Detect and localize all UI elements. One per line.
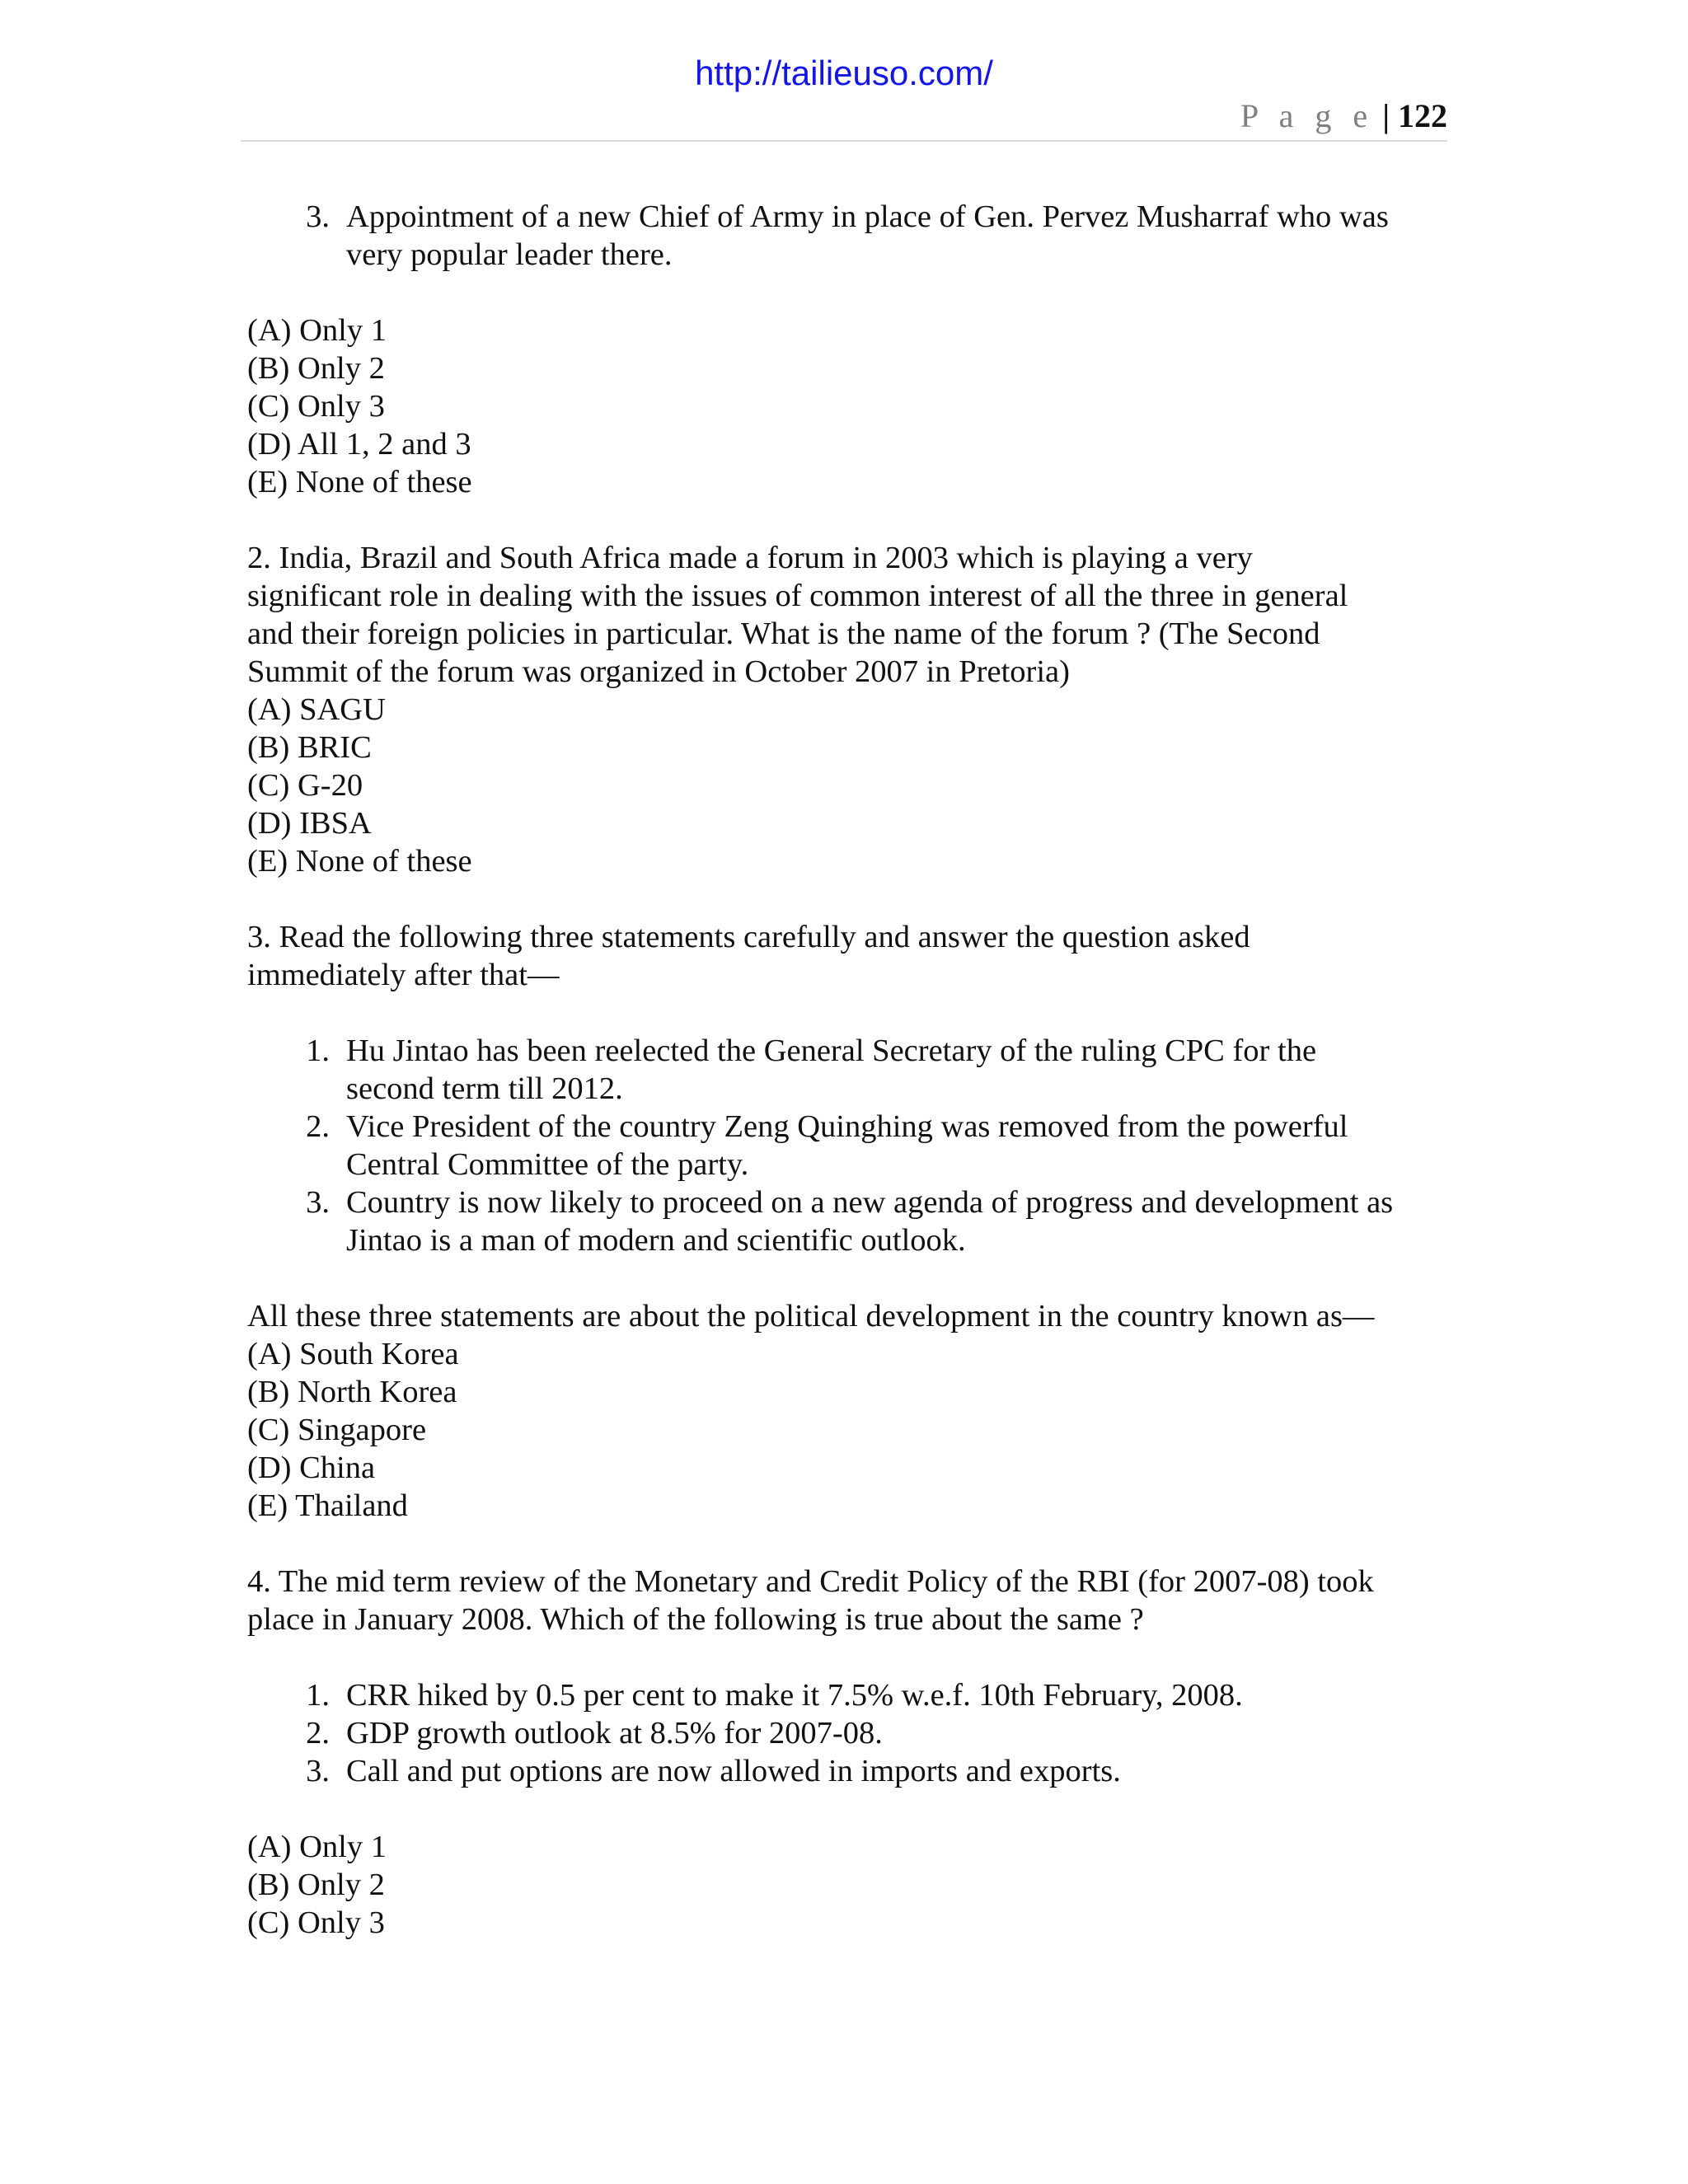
q2-question: [247, 539, 1451, 691]
page-word: P a g e: [1240, 97, 1375, 134]
q3-statement-list: [247, 1032, 1451, 1259]
list-marker: 1.: [306, 1678, 330, 1713]
statement-line: GDP growth outlook at 8.5% for 2007-08.: [346, 1716, 883, 1750]
q4-statement-1: [247, 1676, 1451, 1714]
option-d: (D) IBSA: [247, 806, 372, 841]
document-body: [247, 198, 1451, 1942]
question-line: significant role in dealing with the issues of common interest of all the three in general: [247, 579, 1348, 613]
q1-statement-3: [247, 198, 1451, 274]
q4-question: [247, 1563, 1451, 1638]
option-b: (B) BRIC: [247, 730, 372, 765]
q2-options: [247, 691, 1451, 880]
question-line: 4. The mid term review of the Monetary and Credit Policy of the RBI (for 2007-08) took: [247, 1564, 1374, 1599]
statement-line: Hu Jintao has been reelected the General Secretary of the ruling CPC for the: [346, 1033, 1317, 1068]
option-d: (D) China: [247, 1451, 376, 1485]
option-d: (D) All 1, 2 and 3: [247, 427, 471, 462]
q3-statement-1: [247, 1032, 1451, 1108]
question-line: place in January 2008. Which of the following is true about the same ?: [247, 1602, 1144, 1637]
header-divider: [241, 140, 1447, 142]
page-separator: |: [1382, 97, 1390, 134]
list-marker: 2.: [306, 1716, 330, 1750]
option-a: (A) SAGU: [247, 692, 386, 727]
option-a: (A) Only 1: [247, 1830, 387, 1864]
option-e: (E) Thailand: [247, 1488, 408, 1523]
list-marker: 3.: [306, 1185, 330, 1220]
option-b: (B) Only 2: [247, 351, 385, 386]
q3-statement-3: [247, 1183, 1451, 1259]
statement-line: Call and put options are now allowed in imports and exports.: [346, 1754, 1121, 1788]
q4-statement-2: [247, 1714, 1451, 1752]
option-c: (C) Only 3: [247, 1905, 385, 1940]
page-number-label: [1240, 96, 1447, 137]
q4-statement-list: [247, 1676, 1451, 1790]
question-line: 3. Read the following three statements carefully and answer the question asked: [247, 920, 1250, 954]
statement-line: Country is now likely to proceed on a new agenda of progress and development as: [346, 1185, 1394, 1220]
option-e: (E) None of these: [247, 844, 472, 879]
question-line: and their foreign policies in particular. What is the name of the forum ? (The Second: [247, 616, 1320, 651]
header-url-link[interactable]: http://tailieuso.com/: [695, 54, 993, 92]
statement-line: very popular leader there.: [346, 237, 673, 272]
statement-line: Appointment of a new Chief of Army in place of Gen. Pervez Musharraf who was: [346, 199, 1389, 234]
q3-options: [247, 1335, 1451, 1525]
q3-question: [247, 918, 1451, 994]
list-marker: 1.: [306, 1033, 330, 1068]
statement-line: Vice President of the country Zeng Quinghing was removed from the powerful: [346, 1109, 1348, 1144]
statement-line: Central Committee of the party.: [346, 1147, 749, 1182]
q1-statement-list: [247, 198, 1451, 274]
option-c: (C) Singapore: [247, 1413, 427, 1447]
option-a: (A) Only 1: [247, 313, 387, 348]
option-a: (A) South Korea: [247, 1337, 459, 1371]
q4-options: [247, 1828, 1451, 1942]
option-b: (B) Only 2: [247, 1868, 385, 1902]
question-line: immediately after that—: [247, 958, 560, 992]
q4-statement-3: [247, 1752, 1451, 1790]
statement-line: second term till 2012.: [346, 1071, 623, 1106]
list-marker: 2.: [306, 1109, 330, 1144]
list-marker: 3.: [306, 1754, 330, 1788]
question-line: 2. India, Brazil and South Africa made a forum in 2003 which is playing a very: [247, 541, 1253, 575]
q1-options: [247, 312, 1451, 501]
option-b: (B) North Korea: [247, 1375, 457, 1409]
list-marker: 3.: [306, 199, 330, 234]
page-number: 122: [1398, 97, 1447, 134]
q3-statement-2: [247, 1108, 1451, 1183]
option-c: (C) Only 3: [247, 389, 385, 424]
question-line: Summit of the forum was organized in October 2007 in Pretoria): [247, 654, 1070, 689]
statement-line: CRR hiked by 0.5 per cent to make it 7.5% w.e.f. 10th February, 2008.: [346, 1678, 1243, 1713]
option-e: (E) None of these: [247, 465, 472, 499]
q3-stem: All these three statements are about the political development in the country known as—: [247, 1299, 1375, 1333]
option-c: (C) G-20: [247, 768, 363, 803]
statement-line: Jintao is a man of modern and scientific outlook.: [346, 1223, 966, 1258]
